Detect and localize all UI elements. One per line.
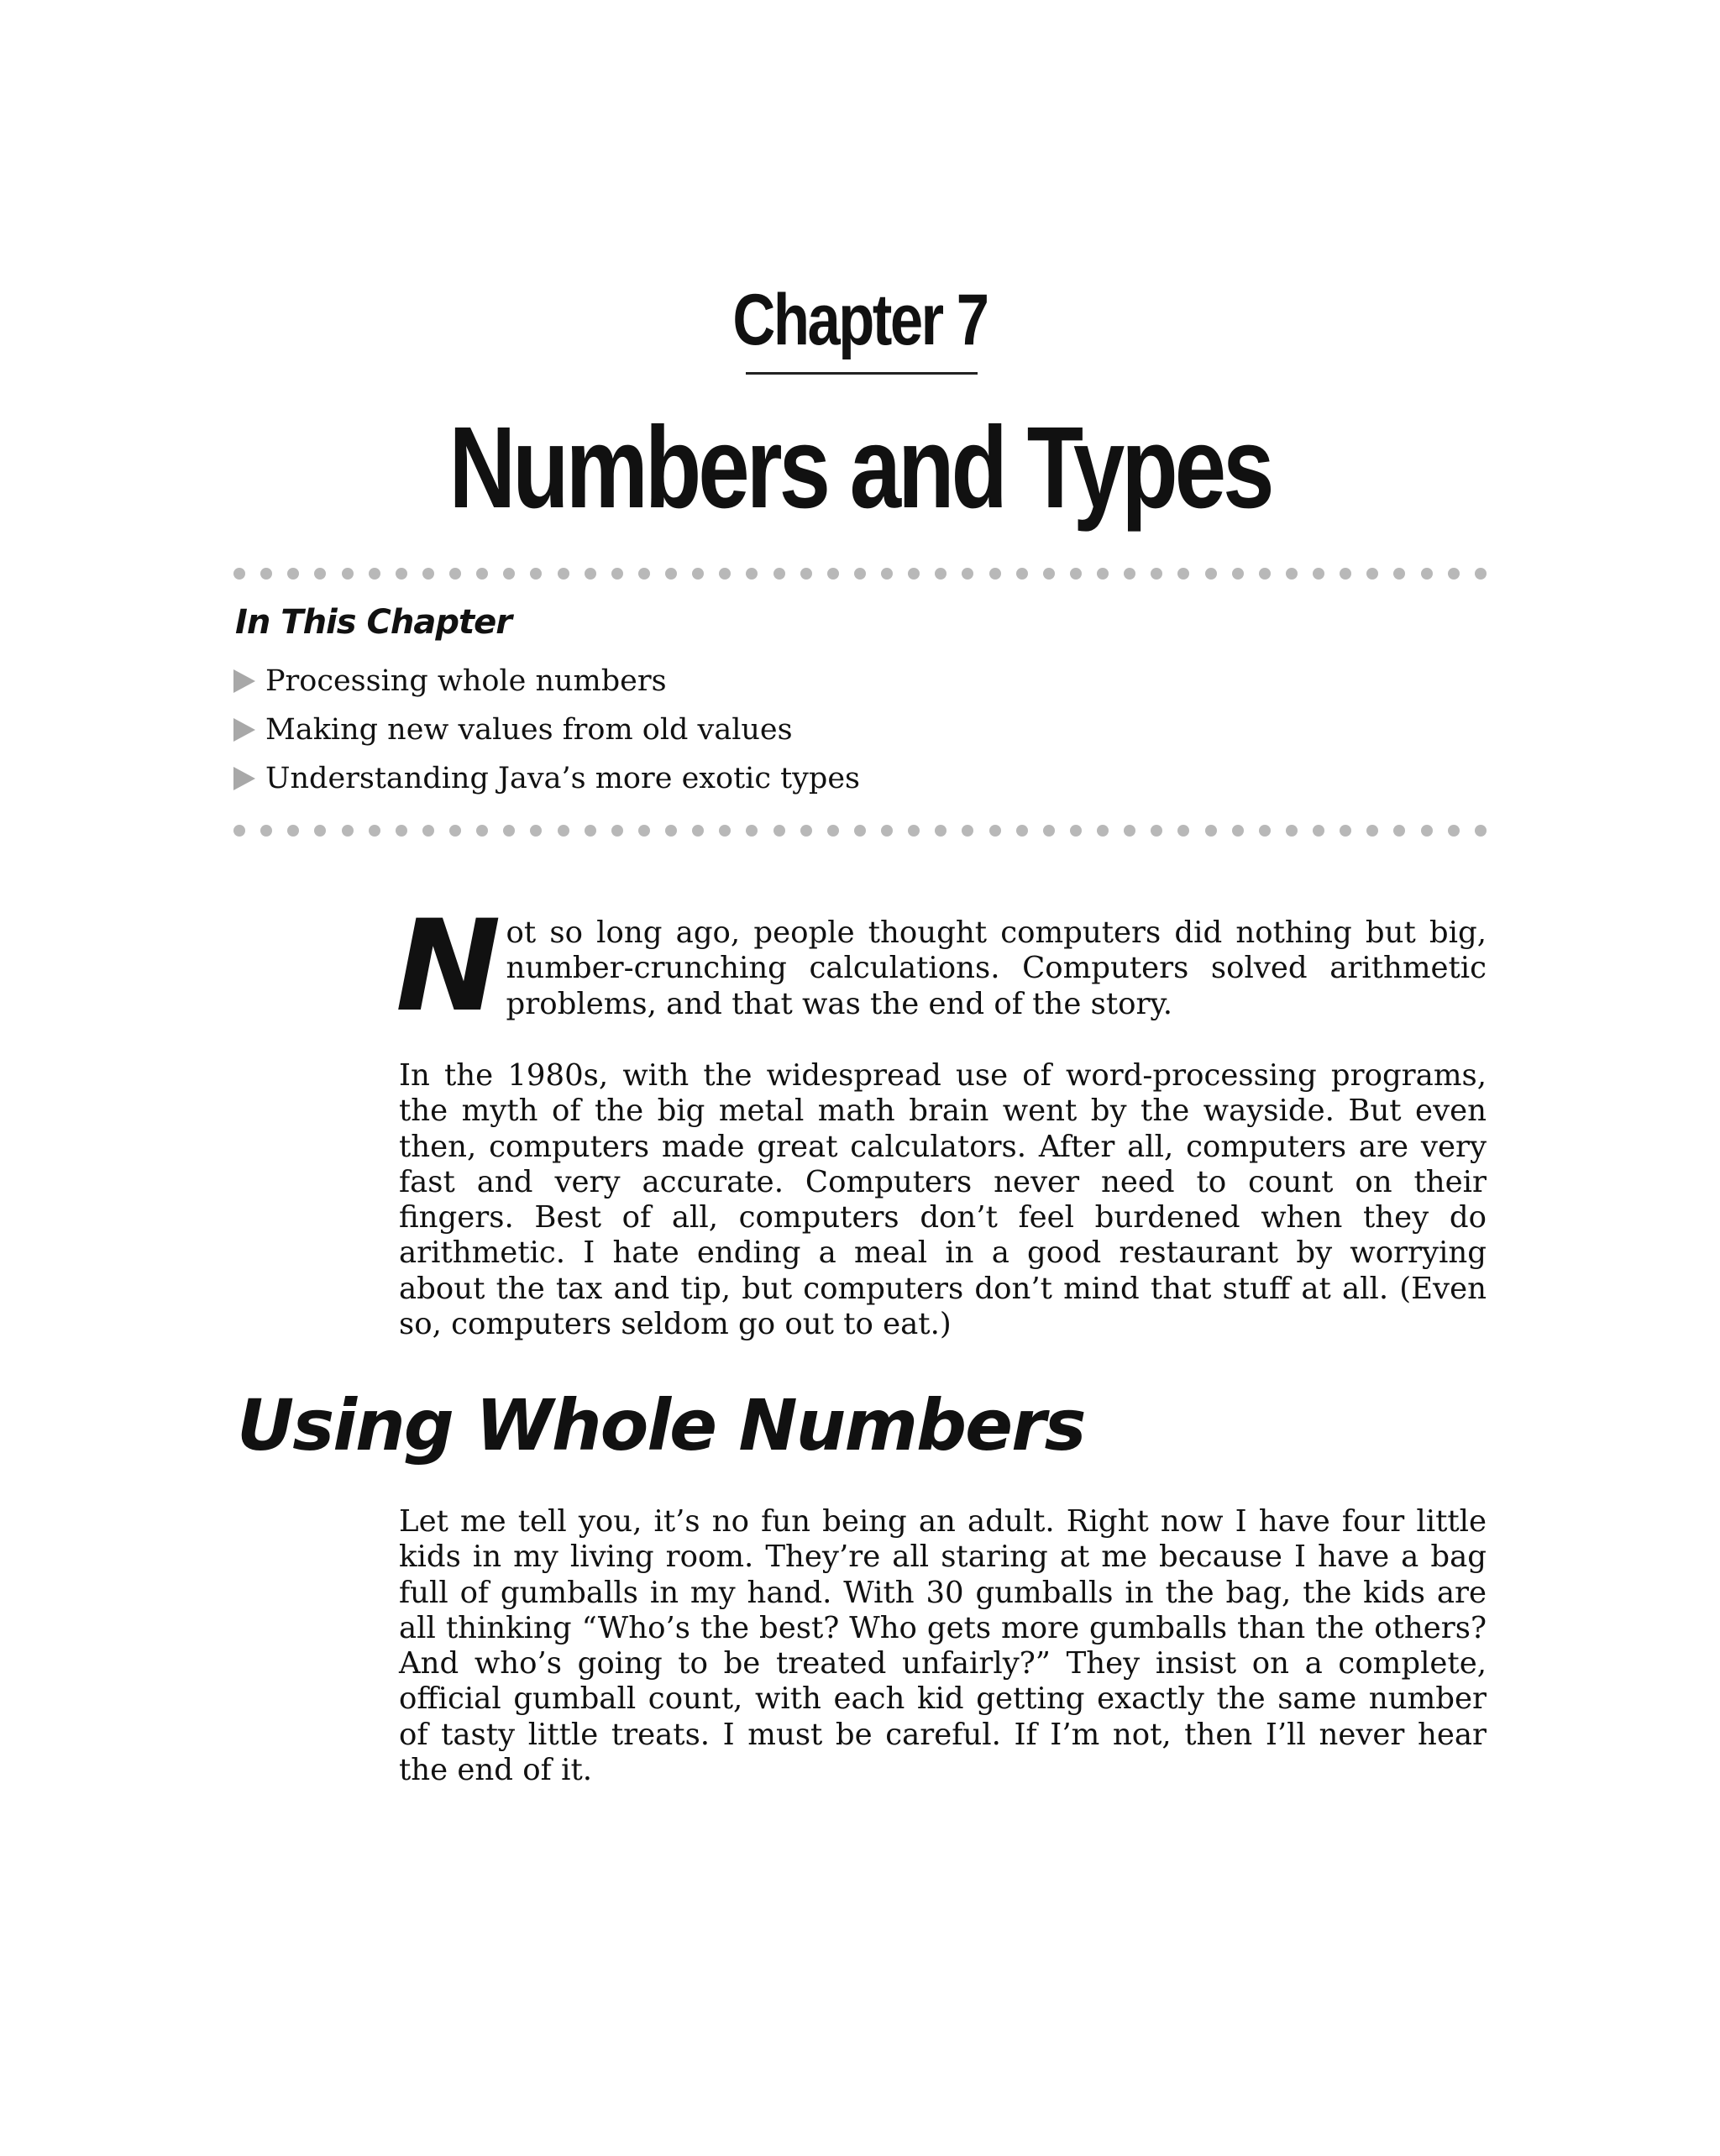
divider-dot [1366,568,1378,580]
divider-dot [260,568,272,580]
divider-dot [1286,825,1298,837]
divider-dot [1313,825,1324,837]
divider-dot [854,825,866,837]
divider-dot [233,568,245,580]
divider-dot [935,568,947,580]
divider-dot [1232,568,1244,580]
divider-dot [314,568,326,580]
divider-dot [396,568,407,580]
divider-dot [1393,568,1405,580]
triangle-bullet-icon [233,718,255,742]
divider-dot [558,825,569,837]
chapter-underline [746,372,978,375]
divider-dot [1475,568,1487,580]
divider-dot [314,825,326,837]
body-paragraph: Let me tell you, it’s no fun being an adult. Right now I have four little kids in my living room. They’re all staring at me because I have a bag full of gumballs in my hand. With 30 gumballs in the bag, the kids are all thinking “Who’s the best? Who gets more gumballs than the others? And who’s going to be treated unfairly?” They insist on a complete, official gumball count, with each kid getting exactly the same number of tasty little treats. I must be careful. If I’m not, then I’ll never hear the end of it. [399,1504,1487,1788]
divider-dot [962,568,973,580]
divider-dot [827,568,839,580]
divider-dot [1124,825,1135,837]
divider-dot [1124,568,1135,580]
divider-dot [369,825,380,837]
divider-dot [1393,825,1405,837]
intro-paragraph-text: ot so long ago, people thought computers did nothing but big, number-crunching calculations. Computers solved arithmetic problems, and that was the end of the story. [506,915,1487,1021]
divider-dot [233,825,245,837]
list-item [233,754,860,803]
divider-dot [1097,568,1109,580]
divider-dot [1475,825,1487,837]
divider-dot [1016,825,1028,837]
divider-dot [746,568,758,580]
divider-dot [1043,568,1055,580]
divider-dot [773,568,785,580]
divider-dot [773,825,785,837]
divider-dot [476,825,488,837]
chapter-topics-list [233,657,860,803]
drop-cap: N [396,894,501,1040]
divider-dot [1421,825,1433,837]
divider-dot [530,825,542,837]
divider-dot [989,825,1001,837]
divider-dot [530,568,542,580]
divider-dot [585,825,596,837]
divider-dot [1151,568,1162,580]
list-item-text: Making new values from old values [265,713,793,747]
divider-dot [800,568,812,580]
in-this-chapter-heading: In This Chapter [235,603,511,642]
list-item [233,706,860,754]
divider-dot [989,568,1001,580]
divider-dot [1043,825,1055,837]
divider-dot [1097,825,1109,837]
divider-dot [665,825,677,837]
divider-dot [908,825,920,837]
divider-dot [585,568,596,580]
divider-dot [1259,568,1271,580]
divider-dot [1205,825,1217,837]
list-item-text: Processing whole numbers [265,664,667,698]
divider-dot [503,825,515,837]
list-item-text: Understanding Java’s more exotic types [265,762,860,795]
divider-dot [342,568,354,580]
divider-dot [692,568,704,580]
intro-paragraph [396,894,1487,1040]
list-item [233,657,860,706]
divider-dot [476,568,488,580]
divider-dot [1070,825,1082,837]
divider-dot [881,825,893,837]
section-heading: Using Whole Numbers [237,1384,1085,1466]
divider-dot [1340,568,1351,580]
triangle-bullet-icon [233,767,255,790]
divider-dot [558,568,569,580]
divider-dot [1177,568,1189,580]
divider-dot [854,568,866,580]
divider-dot [908,568,920,580]
divider-dot [1259,825,1271,837]
divider-dot [1286,568,1298,580]
divider-dot [638,825,650,837]
divider-dot [1340,825,1351,837]
divider-dot [611,825,623,837]
divider-dot [342,825,354,837]
divider-dot [287,825,299,837]
divider-dot [1151,825,1162,837]
body-paragraph: In the 1980s, with the widespread use of word-processing programs, the myth of the big metal math brain went by the wayside. But even then, computers made great calculators. After all, computers are very fast and very accurate. Computers never need to count on their fingers. Best of all, computers don’t feel burdened when they do arithmetic. I hate ending a meal in a good restaurant by worrying about the tax and tip, but computers don’t mind that stuff at all. (Even so, computers seldom go out to eat.) [399,1058,1487,1342]
divider-dot [1313,568,1324,580]
divider-dot [449,825,461,837]
divider-dot [287,568,299,580]
divider-dot [719,825,731,837]
divider-dot [719,568,731,580]
divider-dot [422,825,434,837]
divider-dot [638,568,650,580]
divider-dot [449,568,461,580]
divider-dot [396,825,407,837]
chapter-title: Numbers and Types [448,403,1272,532]
divider-dot [1177,825,1189,837]
divider-dot [1205,568,1217,580]
divider-dot [1016,568,1028,580]
chapter-number: Chapter 7 [732,280,988,360]
divider-dot [422,568,434,580]
divider-dot [665,568,677,580]
divider-dot [1421,568,1433,580]
divider-dot [611,568,623,580]
triangle-bullet-icon [233,669,255,693]
divider-dot [962,825,973,837]
divider-dot [1448,568,1460,580]
divider-dot [1232,825,1244,837]
divider-dot [746,825,758,837]
dotted-divider-bottom [233,823,1487,838]
divider-dot [1070,568,1082,580]
divider-dot [1448,825,1460,837]
divider-dot [503,568,515,580]
divider-dot [692,825,704,837]
divider-dot [881,568,893,580]
dotted-divider-top [233,566,1487,581]
divider-dot [260,825,272,837]
divider-dot [935,825,947,837]
divider-dot [800,825,812,837]
divider-dot [369,568,380,580]
divider-dot [1366,825,1378,837]
divider-dot [827,825,839,837]
